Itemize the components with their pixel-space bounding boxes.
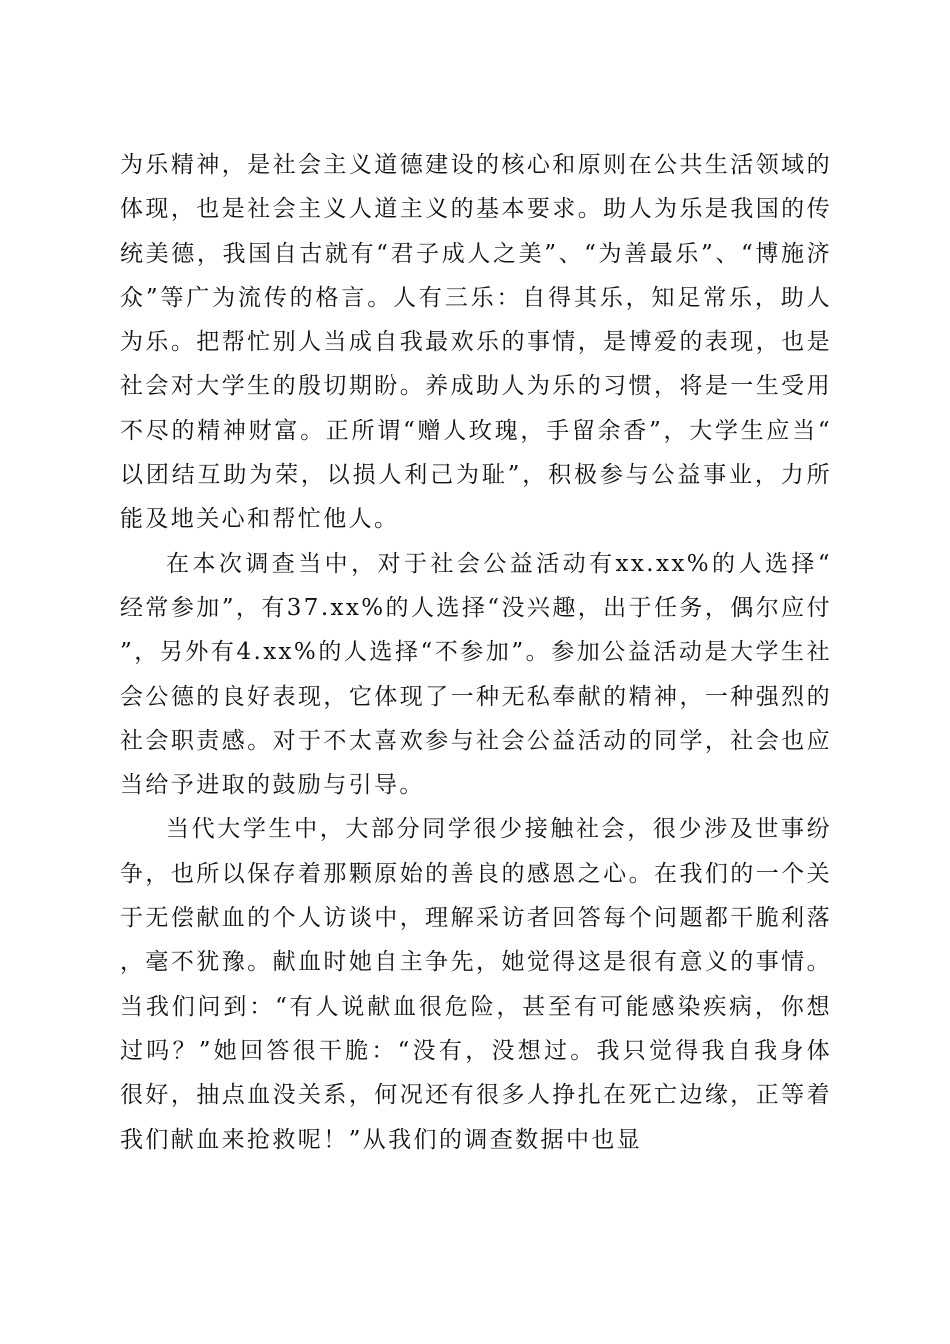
paragraph-2: 在本次调查当中，对于社会公益活动有xx.xx%的人选择“经常参加”，有37.xx%的人选择“没兴趣，出于任务，偶尔应付”，另外有4.xx%的人选择“不参加”。参加公益活动是大学生社会公德的良好表现，它体现了一种无私奉献的精神，一种强烈的社会职责感。对于不太喜欢参与社会公益活动的同学，社会也应当给予进取的鼓励与引导。 [120,550,832,799]
body-text [120,143,832,1162]
paragraph-1: 为乐精神，是社会主义道德建设的核心和原则在公共生活领域的体现，也是社会主义人道主义的基本要求。助人为乐是我国的传统美德，我国自古就有“君子成人之美”、“为善最乐”、“博施济众”等广为流传的格言。人有三乐：自得其乐，知足常乐，助人为乐。把帮忙别人当成自我最欢乐的事情，是博爱的表现，也是社会对大学生的殷切期盼。养成助人为乐的习惯，将是一生受用不尽的精神财富。正所谓“赠人玫瑰，手留余香”，大学生应当“以团结互助为荣，以损人利己为耻”，积极参与公益事业，力所能及地关心和帮忙他人。 [120,152,832,533]
paragraph-3: 当代大学生中，大部分同学很少接触社会，很少涉及世事纷争，也所以保存着那颗原始的善良的感恩之心。在我们的一个关于无偿献血的个人访谈中，理解采访者回答每个问题都干脆利落，毫不犹豫。献血时她自主争先，她觉得这是很有意义的事情。当我们问到：“有人说献血很危险，甚至有可能感染疾病，你想过吗？”她回答很干脆：“没有，没想过。我只觉得我自我身体很好，抽点血没关系，何况还有很多人挣扎在死亡边缘，正等着我们献血来抢救呢！”从我们的调查数据中也显 [120,816,832,1153]
